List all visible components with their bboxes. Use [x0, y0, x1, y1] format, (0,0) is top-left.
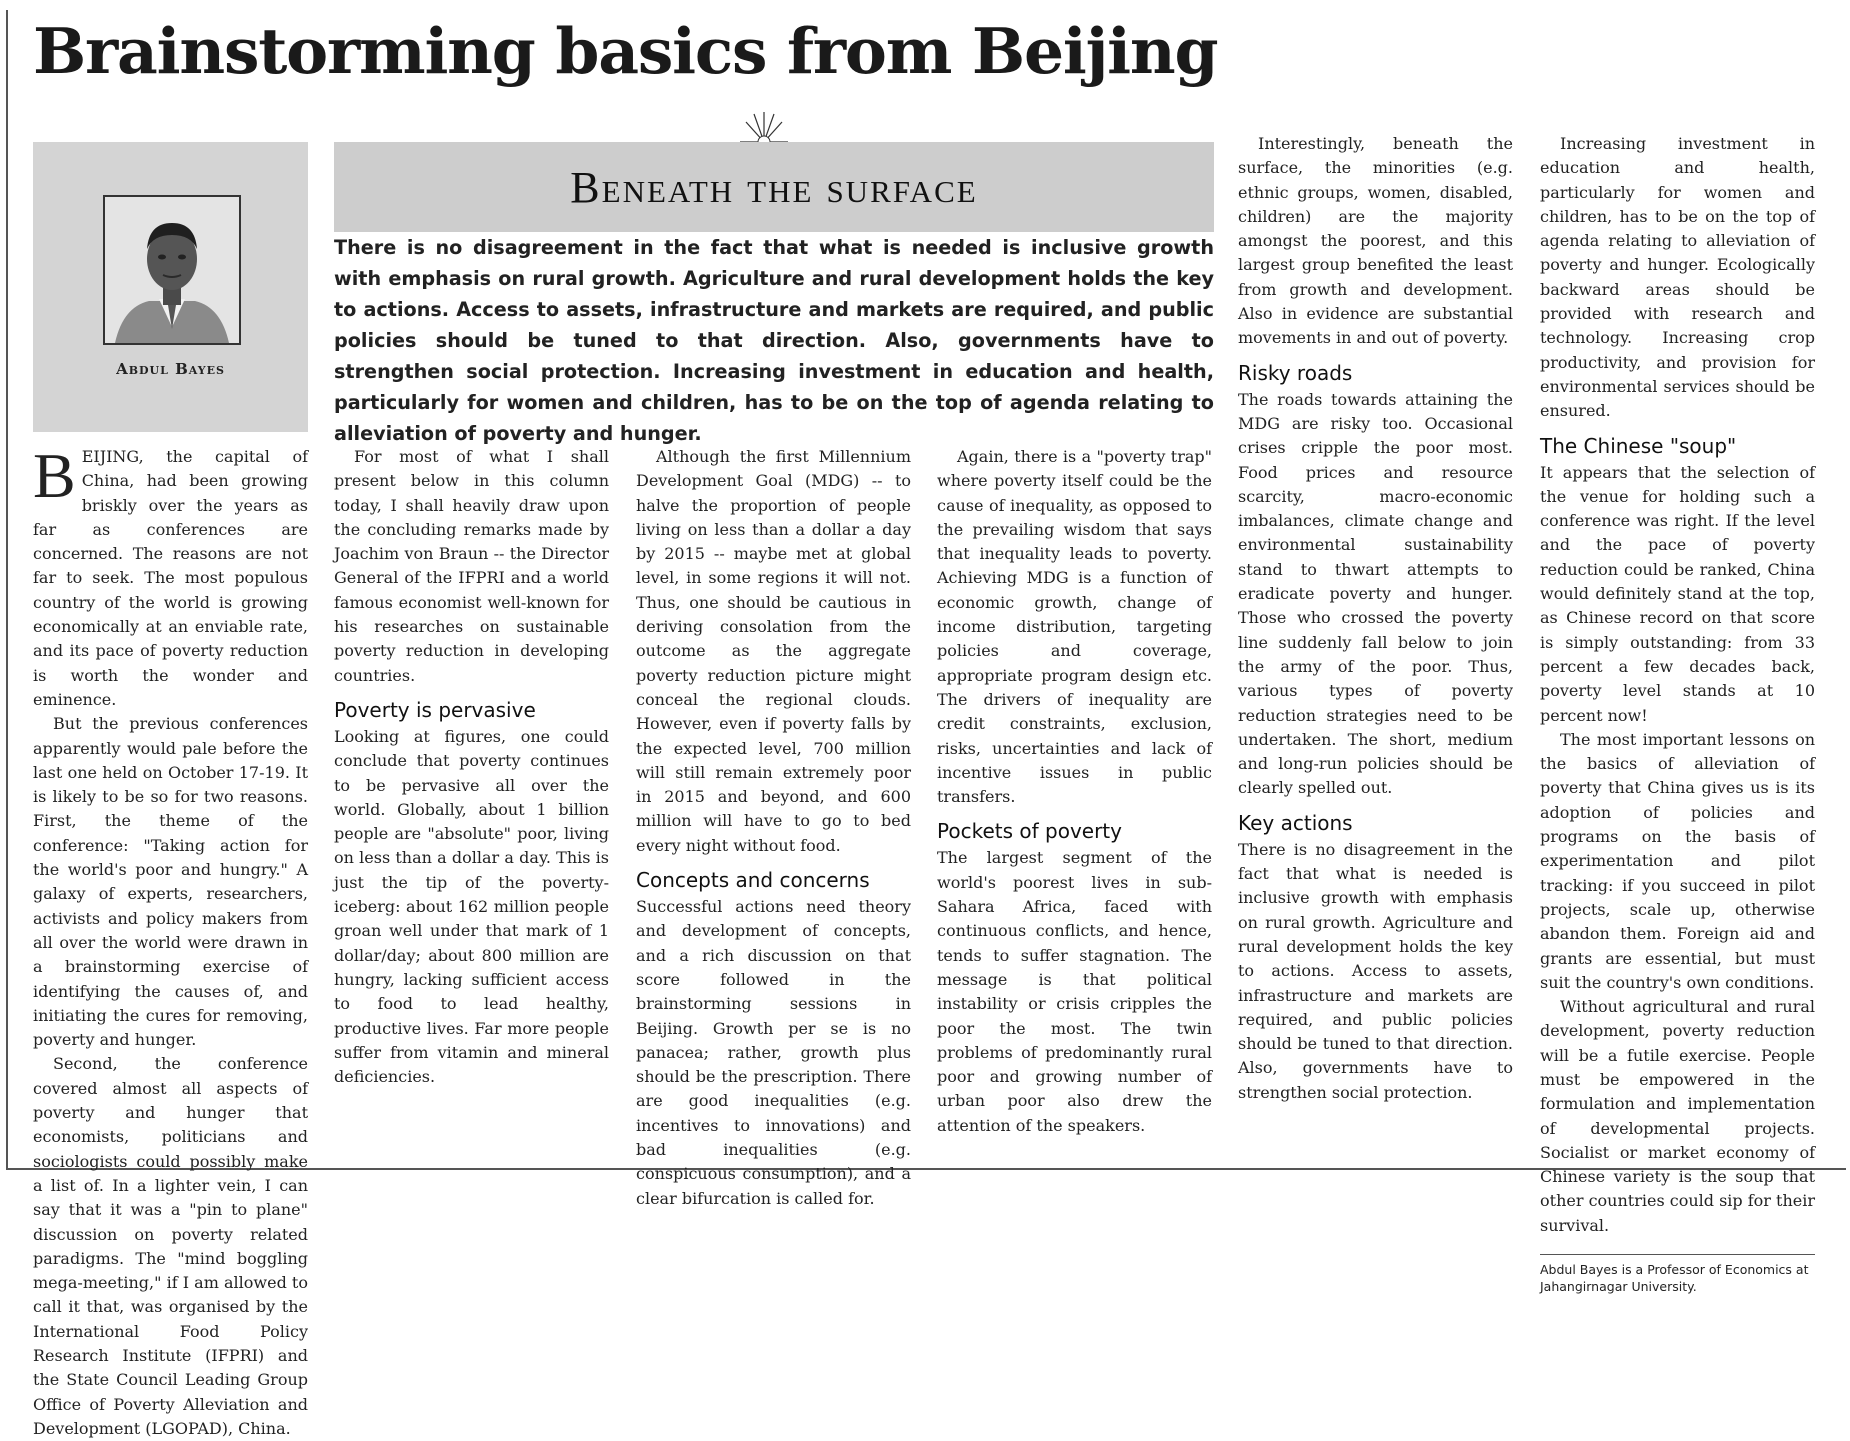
paragraph: Looking at figures, one could conclude that poverty continues to be pervasive all over the world. Globally, about 1 billion people are "absolute" poor, living on less than a dollar a day. This is just the tip of the poverty-iceberg: about 162 million people groan well under that mark of 1 dollar/day; about 800 million are hungry, lacking sufficient access to food to lead healthy, productive lives. Far more people suffer from vitamin and mineral deficiencies. — [334, 726, 609, 1087]
paragraph: Again, there is a "poverty trap" where poverty itself could be the cause of inequality, as opposed to the prevailing wisdom that says that inequality leads to poverty. Achieving MDG is a function of economic growth, change of income distribution, targeting policies and coverage, appropriate program design etc. The drivers of inequality are credit constraints, exclusion, risks, uncertainties and lack of incentive issues in public transfers. — [937, 447, 1212, 807]
subhead-key-actions: Key actions — [1238, 810, 1353, 835]
column-6 — [1540, 132, 1815, 1295]
author-panel — [33, 142, 308, 432]
paragraph: Interestingly, beneath the surface, the minorities (e.g. ethnic groups, women, disabled, children) are the majority amongst the poorest, and this largest group benefited the least from growth and development. Also in evidence are substantial movements in and out of poverty. — [1238, 134, 1513, 348]
paragraph: But the previous conferences apparently would pale before the last one held on October 17-19. It is likely to be so for two reasons. First, the theme of the conference: "Taking action for the world's poor and hungry." A galaxy of experts, researchers, activists and policy makers from all over the world were drawn in a brainstorming exercise of identifying the causes of, and initiating the cures for removing, poverty and hunger. — [33, 714, 308, 1050]
author-name: Abdul Bayes — [116, 360, 225, 378]
author-bio: Abdul Bayes is a Professor of Economics at Jahangirnagar University. — [1540, 1254, 1815, 1295]
paragraph: Successful actions need theory and development of concepts, and a rich discussion on that score followed in the brainstorming sessions in Beijing. Growth per se is no panacea; rather, growth plus should be the prescription. There are good inequalities (e.g. incentives to innovations) and bad inequalities (e.g. conspicuous consumption), and a clear bifurcation is called for. — [636, 897, 911, 1208]
subhead-chinese-soup: The Chinese "soup" — [1540, 433, 1737, 458]
author-photo — [103, 195, 241, 345]
paragraph: Increasing investment in education and health, particularly for women and children, has to be on the top of agenda relating to alleviation of poverty and hunger. Ecologically backward areas should be provided with research and technology. Increasing crop productivity, and provision for environmental services should be ensured. — [1540, 134, 1815, 421]
subhead-concepts-concerns: Concepts and concerns — [636, 868, 870, 893]
paragraph: For most of what I shall present below in this column today, I shall heavily draw upon the concluding remarks made by Joachim von Braun -- the Director General of the IFPRI and a world famous economist well-known for his researches on sustainable poverty reduction in developing countries. — [334, 447, 609, 685]
subhead-poverty-pervasive: Poverty is pervasive — [334, 697, 536, 722]
subhead-pockets-of-poverty: Pockets of poverty — [937, 819, 1122, 844]
paragraph: The roads towards attaining the MDG are risky too. Occasional crises cripple the poor most. Food prices and resource scarcity, macro-economic imbalances, climate change and environmental sustainability stand to thwart attempts to eradicate poverty and hunger. Those who crossed the poverty line suddenly fall below to join the army of the poor. Thus, various types of poverty reduction strategies need to be undertaken. The short, medium and long-run policies should be clearly spelled out. — [1238, 389, 1513, 798]
column-1 — [33, 440, 308, 1441]
column-5 — [1238, 132, 1513, 1105]
subhead-risky-roads: Risky roads — [1238, 360, 1353, 385]
drop-cap: B — [33, 440, 76, 511]
banner — [334, 142, 1214, 232]
column-4 — [937, 445, 1212, 1138]
paragraph: It appears that the selection of the venue for holding such a conference was right. If the level and the pace of poverty reduction could be ranked, China would definitely stand at the top, as Chinese record on that score is simply outstanding: from 33 percent a few decades back, poverty level stands at 10 percent now! — [1540, 462, 1815, 725]
paragraph: BEIJING, the capital of China, had been growing briskly over the years as far as conferences are concerned. The reasons are not far to seek. The most populous country of the world is growing economically at an enviable rate, and its pace of poverty reduction is worth the wonder and eminence. — [33, 440, 308, 709]
lead-paragraph: There is no disagreement in the fact that what is needed is inclusive growth with emphasis on rural growth. Agriculture and rural development holds the key to actions. Access to assets, infrastructure and markets are required, and public policies should be tuned to that direction. Also, governments have to strengthen social protection. Increasing investment in education and health, particularly for women and children, has to be on the top of agenda relating to alleviation of poverty and hunger. — [334, 236, 1214, 445]
paragraph: The most important lessons on the basics of alleviation of poverty that China gives us is its adoption of policies and programs on the basis of experimentation and pilot tracking: if you succeed in pilot projects, scale up, otherwise abandon them. Foreign aid and grants are essential, but must suit the country's own conditions. — [1540, 729, 1815, 992]
paragraph: Second, the conference covered almost all aspects of poverty and hunger that economists, politicians and sociologists could possibly make a list of. In a lighter vein, I can say that it was a "pin to plane" discussion on poverty related paradigms. The "mind boggling mega-meeting," if I am allowed to call it that, was organised by the International Food Policy Research Institute (IFPRI) and the State Council Leading Group Office of Poverty Alleviation and Development (LGOPAD), China. — [33, 1054, 308, 1438]
author-portrait-image — [105, 197, 239, 343]
banner-title: Beneath the surface — [570, 163, 978, 212]
paragraph: Without agricultural and rural development, poverty reduction will be a futile exercise. People must be empowered in the formulation and implementation of developmental projects. Socialist or market economy of Chinese variety is the soup that other countries could sip for their survival. — [1540, 997, 1815, 1235]
paragraph: The largest segment of the world's poorest lives in sub-Sahara Africa, faced with continuous conflicts, and hence, tends to suffer stagnation. The message is that political instability or crisis cripples the poor the most. The twin problems of predominantly rural poor and growing number of urban poor also drew the attention of the speakers. — [937, 848, 1212, 1135]
headline: Brainstorming basics from Beijing — [33, 14, 1218, 88]
column-3 — [636, 445, 911, 1211]
column-2 — [334, 445, 609, 1089]
paragraph: Although the first Millennium Development Goal (MDG) -- to halve the proportion of people living on less than a dollar a day by 2015 -- maybe met at global level, in some regions it will not. Thus, one should be cautious in deriving consolation from the outcome as the aggregate poverty reduction picture might conceal the regional clouds. However, even if poverty falls by the expected level, 700 million will still remain extremely poor in 2015 and beyond, and 600 million will have to go to bed every night without food. — [636, 447, 911, 855]
paragraph: There is no disagreement in the fact that what is needed is inclusive growth with emphasis on rural growth. Agriculture and rural development holds the key to actions. Access to assets, infrastructure and markets are required, and public policies should be tuned to that direction. Also, governments have to strengthen social protection. — [1238, 839, 1513, 1102]
